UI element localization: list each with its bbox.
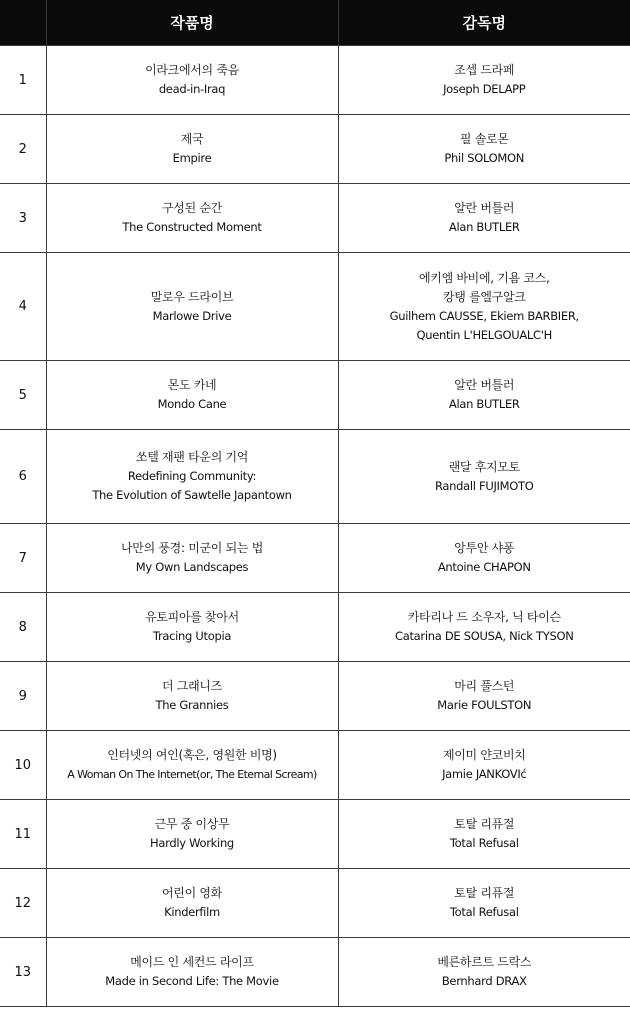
table-row bbox=[0, 593, 630, 662]
film-title-ko: 더 그래니즈 bbox=[162, 679, 222, 693]
director-en: Randall FUJIMOTO bbox=[434, 478, 534, 493]
film-title-cell bbox=[46, 430, 338, 524]
director-en: Bernhard DRAX bbox=[441, 974, 527, 988]
director-cell bbox=[338, 593, 630, 662]
director-ko: 카타리나 드 소우자, 닉 타이슨 bbox=[407, 610, 561, 624]
row-number: 10 bbox=[0, 731, 46, 800]
film-title-ko: 근무 중 이상무 bbox=[154, 817, 230, 831]
director-ko: 조셉 드라페 bbox=[454, 63, 515, 77]
film-title-en: Redefining Community: bbox=[127, 469, 257, 483]
row-number: 3 bbox=[0, 184, 46, 253]
director-cell bbox=[338, 253, 630, 361]
film-title-en: Mondo Cane bbox=[157, 397, 227, 411]
film-title-ko: 구성된 순간 bbox=[162, 201, 222, 215]
film-title-ko: 인터넷의 여인(혹은, 영원한 비명) bbox=[107, 748, 277, 762]
table-row bbox=[0, 869, 630, 938]
director-cell bbox=[338, 800, 630, 869]
row-number: 12 bbox=[0, 869, 46, 938]
header-number bbox=[0, 0, 46, 46]
table-row bbox=[0, 524, 630, 593]
table-row bbox=[0, 46, 630, 115]
table-row bbox=[0, 253, 630, 361]
director-en: Phil SOLOMON bbox=[444, 151, 525, 165]
film-title-ko: 유토피아를 찾아서 bbox=[145, 610, 239, 624]
director-cell bbox=[338, 430, 630, 524]
film-title-en: Hardly Working bbox=[150, 836, 234, 850]
director-ko: 토탈 리퓨절 bbox=[454, 886, 515, 900]
film-title-cell bbox=[46, 662, 338, 731]
director-cell bbox=[338, 361, 630, 430]
director-cell bbox=[338, 184, 630, 253]
film-title-en: Tracing Utopia bbox=[152, 629, 232, 643]
director-cell bbox=[338, 46, 630, 115]
film-title-en: dead-in-Iraq bbox=[158, 82, 226, 96]
film-title-ko: 쏘텔 재팬 타운의 기억 bbox=[135, 450, 249, 464]
director-en: Alan BUTLER bbox=[448, 220, 520, 234]
film-title-en: Empire bbox=[172, 151, 212, 165]
table-row bbox=[0, 662, 630, 731]
film-title-ko: 어린이 영화 bbox=[162, 886, 222, 900]
director-en: Marie FOULSTON bbox=[437, 698, 532, 712]
director-cell bbox=[338, 938, 630, 1007]
film-title-en: Kinderfilm bbox=[164, 905, 220, 919]
film-title-en: A Woman On The Internet(or, The Eternal Scream) bbox=[67, 768, 317, 781]
director-ko: 제이미 얀코비치 bbox=[442, 748, 526, 762]
film-title-ko: 몬도 카네 bbox=[167, 378, 217, 392]
film-title-ko: 메이드 인 세컨드 라이프 bbox=[130, 955, 254, 969]
director-en: Catarina DE SOUSA, Nick TYSON bbox=[394, 629, 574, 643]
table-header-row bbox=[0, 0, 630, 46]
director-cell bbox=[338, 731, 630, 800]
director-cell bbox=[338, 662, 630, 731]
row-number: 5 bbox=[0, 361, 46, 430]
film-title-ko: 제국 bbox=[180, 132, 204, 146]
film-title-en: Made in Second Life: The Movie bbox=[105, 974, 279, 988]
table-row bbox=[0, 184, 630, 253]
row-number: 4 bbox=[0, 253, 46, 361]
director-ko: 마리 풀스턴 bbox=[454, 679, 515, 693]
director-ko: 앙투안 샤퐁 bbox=[454, 541, 515, 555]
director-en: Joseph DELAPP bbox=[443, 82, 526, 96]
table-row bbox=[0, 115, 630, 184]
film-title-cell bbox=[46, 869, 338, 938]
film-title-cell bbox=[46, 593, 338, 662]
director-en: Quentin L'HELGOUALC'H bbox=[416, 327, 552, 342]
film-title-en: The Evolution of Sawtelle Japantown bbox=[92, 488, 292, 502]
row-number: 6 bbox=[0, 430, 46, 524]
film-title-ko: 나만의 풍경: 미군이 되는 법 bbox=[120, 541, 263, 555]
director-cell bbox=[338, 524, 630, 593]
film-title-en: The Grannies bbox=[155, 698, 229, 712]
director-en: Total Refusal bbox=[449, 905, 519, 919]
table-row bbox=[0, 938, 630, 1007]
film-title-cell bbox=[46, 524, 338, 593]
director-en: Total Refusal bbox=[449, 836, 519, 850]
director-ko: 랜달 후지모토 bbox=[448, 459, 520, 474]
row-number: 13 bbox=[0, 938, 46, 1007]
table-row bbox=[0, 361, 630, 430]
row-number: 7 bbox=[0, 524, 46, 593]
film-title-cell bbox=[46, 800, 338, 869]
row-number: 9 bbox=[0, 662, 46, 731]
film-title-cell bbox=[46, 184, 338, 253]
film-title-cell bbox=[46, 46, 338, 115]
director-cell bbox=[338, 869, 630, 938]
table-row bbox=[0, 430, 630, 524]
table-row bbox=[0, 800, 630, 869]
director-ko: 캉탱 를엘구알크 bbox=[442, 289, 526, 304]
row-number: 2 bbox=[0, 115, 46, 184]
header-title: 작품명 bbox=[46, 0, 338, 46]
director-ko: 토탈 리퓨절 bbox=[454, 817, 515, 831]
director-ko: 알란 버틀러 bbox=[454, 201, 515, 215]
film-title-cell bbox=[46, 115, 338, 184]
director-ko: 베른하르트 드락스 bbox=[437, 955, 532, 969]
film-title-cell bbox=[46, 253, 338, 361]
director-cell bbox=[338, 115, 630, 184]
row-number: 8 bbox=[0, 593, 46, 662]
film-title-ko: 말로우 드라이브 bbox=[150, 289, 234, 304]
director-en: Alan BUTLER bbox=[448, 397, 520, 411]
header-director: 감독명 bbox=[338, 0, 630, 46]
director-ko: 에키엠 바비에, 기욤 코스, bbox=[419, 270, 550, 285]
film-title-cell bbox=[46, 361, 338, 430]
director-ko: 필 솔로몬 bbox=[459, 132, 509, 146]
film-title-en: The Constructed Moment bbox=[122, 220, 262, 234]
row-number: 11 bbox=[0, 800, 46, 869]
director-en: Jamie JANKOVIć bbox=[442, 767, 527, 781]
row-number: 1 bbox=[0, 46, 46, 115]
film-title-ko: 이라크에서의 죽음 bbox=[145, 63, 239, 77]
director-en: Antoine CHAPON bbox=[437, 560, 531, 574]
director-en: Guilhem CAUSSE, Ekiem BARBIER, bbox=[389, 308, 579, 323]
film-title-en: Marlowe Drive bbox=[152, 308, 232, 323]
film-title-en: My Own Landscapes bbox=[135, 560, 249, 574]
table-row bbox=[0, 731, 630, 800]
director-ko: 알란 버틀러 bbox=[454, 378, 515, 392]
film-title-cell bbox=[46, 938, 338, 1007]
film-title-cell bbox=[46, 731, 338, 800]
